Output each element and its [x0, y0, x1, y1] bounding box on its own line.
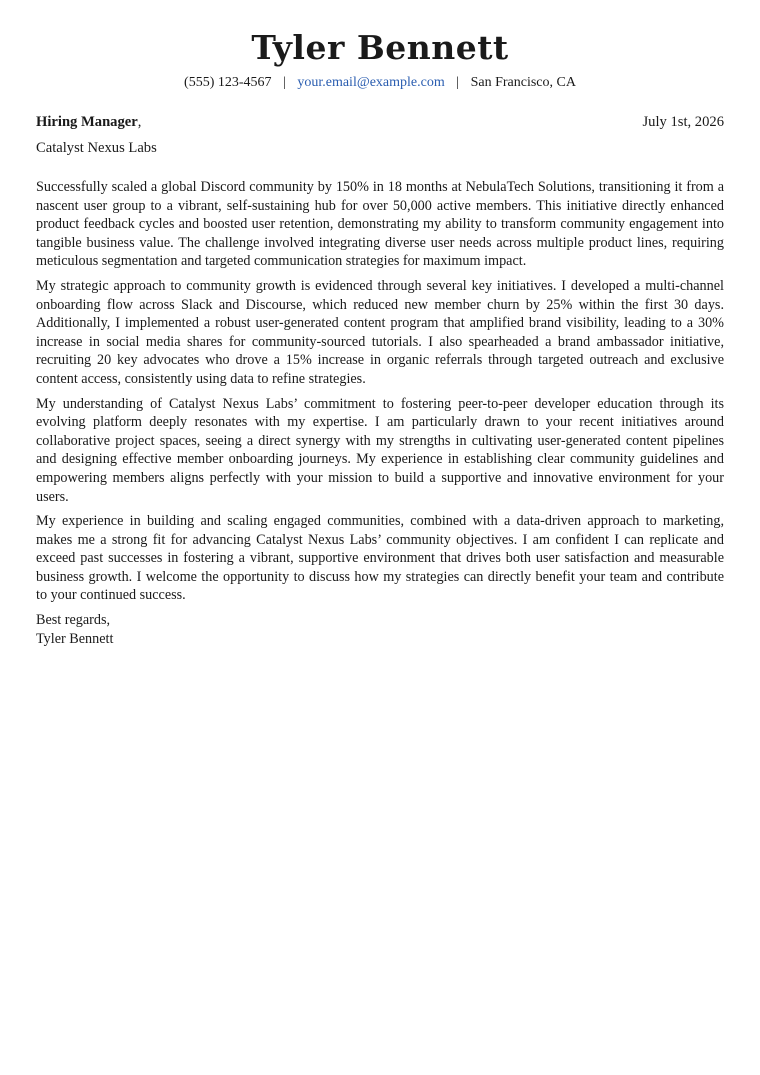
body-paragraph: My strategic approach to community growth is evidenced through several key initiatives. I developed a multi-channel onboarding flow across Slack and Discourse, which reduced new member churn by 25% within the first 30 days. Additionally, I implemented a robust user-generated content program that amplified brand visibility, leading to a 30% increase in social media shares for community-sourced tutorials. I also spearheaded a brand ambassador initiative, recruiting 20 key advocates who drove a 15% increase in organic referrals through targeted outreach and exclusive content access, consistently using data to refine strategies. [36, 277, 724, 387]
letter-date: July 1st, 2026 [642, 114, 724, 130]
email-link[interactable]: your.email@example.com [297, 75, 445, 90]
salutation-punct: , [137, 114, 142, 130]
letter-body [36, 178, 724, 605]
body-paragraph: My experience in building and scaling engaged communities, combined with a data-driven approach to marketing, makes me a strong fit for advancing Catalyst Nexus Labs’ community objectives. I am confident I can replicate and exceed past successes in fostering a vibrant, supportive environment that drives both user satisfaction and measurable business growth. I welcome the opportunity to discuss how my strategies can directly benefit your team and contribute to your continued success. [36, 513, 724, 604]
contact-separator: | [283, 75, 286, 90]
closing-block [36, 611, 724, 648]
company-name: Catalyst Nexus Labs [36, 140, 157, 156]
phone-number: (555) 123-4567 [184, 75, 272, 90]
salutation [36, 113, 141, 131]
location: San Francisco, CA [470, 75, 576, 90]
body-paragraph: My understanding of Catalyst Nexus Labs’ commitment to fostering peer-to-peer developer education through its evolving platform deeply resonates with my expertise. I am particularly drawn to your recent initiatives around collaborative project spaces, seeing a direct synergy with my strengths in cultivating user-generated content pipelines and designing effective member onboarding journeys. My experience in establishing clear community guidelines and empowering members aligns perfectly with your mission to build a supportive and innovative environment for your users. [36, 395, 724, 505]
recipient-title: Hiring Manager [36, 114, 138, 130]
applicant-name: Tyler Bennett [251, 28, 509, 67]
contact-separator: | [456, 75, 460, 90]
cover-letter-page [36, 28, 724, 648]
recipient-row [36, 113, 724, 131]
contact-line [36, 74, 724, 92]
body-paragraph: Successfully scaled a global Discord community by 150% in 18 months at NebulaTech Solutions, transitioning it from a nascent user group to a vibrant, self-sustaining hub for over 50,000 active members. This initiative directly enhanced product feedback cycles and boosted user retention, demonstrating my ability to transform community engagement into tangible business value. The challenge involved integrating diverse user needs across multiple product lines, requiring meticulous segmentation and targeted communication strategies for maximum impact. [36, 179, 724, 270]
signature: Tyler Bennett [36, 630, 114, 647]
signoff: Best regards, [36, 612, 111, 629]
